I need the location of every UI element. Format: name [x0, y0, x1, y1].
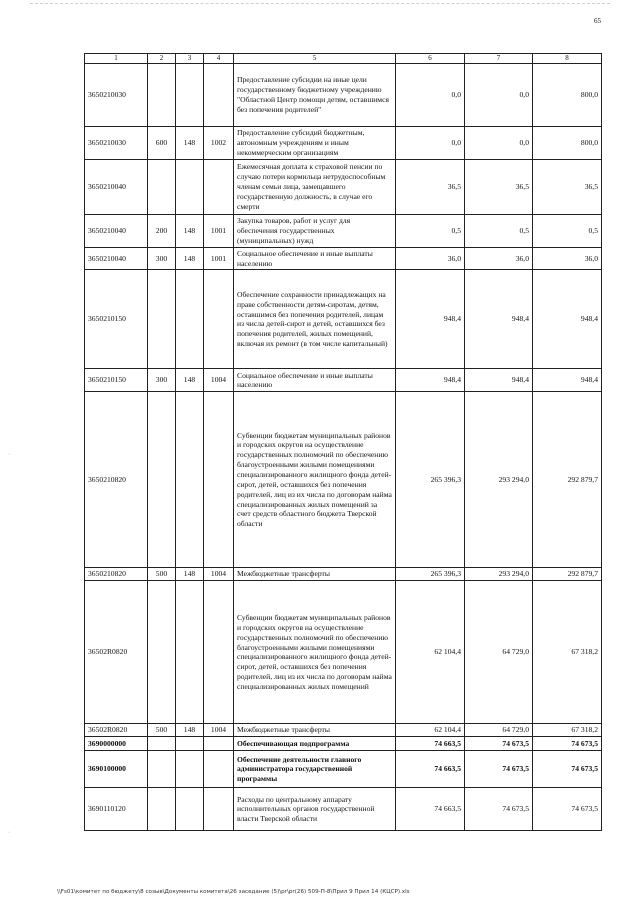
- cell-c3: 148: [176, 568, 204, 581]
- header-col-2: 2: [148, 54, 176, 64]
- cell-c4: [204, 788, 234, 831]
- cell-c2: [148, 788, 176, 831]
- cell-desc: Социальное обеспечение и иные выплаты населению: [234, 247, 396, 270]
- header-col-3: 3: [176, 54, 204, 64]
- cell-v6: 36,0: [396, 247, 465, 270]
- cell-v7: 64 729,0: [465, 724, 533, 737]
- cell-c2: 200: [148, 215, 176, 248]
- cell-c3: 148: [176, 247, 204, 270]
- cell-code: 3650210150: [85, 369, 148, 392]
- cell-c3: [176, 64, 204, 127]
- cell-code: 3650210040: [85, 215, 148, 248]
- cell-c3: [176, 270, 204, 369]
- cell-code: 3650210040: [85, 160, 148, 215]
- cell-desc: Межбюджетные трансферты: [234, 724, 396, 737]
- cell-code: 3690000000: [85, 737, 148, 751]
- cell-v8: 36,5: [533, 160, 602, 215]
- cell-code: 3650210820: [85, 568, 148, 581]
- table-row: [85, 724, 602, 737]
- cell-c2: 600: [148, 127, 176, 160]
- header-col-6: 6: [396, 54, 465, 64]
- cell-c2: [148, 392, 176, 568]
- cell-v8: 948,4: [533, 270, 602, 369]
- cell-v8: 948,4: [533, 369, 602, 392]
- cell-desc: Обеспечение сохранности принадлежащих на праве собственности детям-сиротам, детям, оставшимся без попечения родителей, лицам из числа детей-сирот и детей, оставшихся без попечения родителей, жилых помещений, включая их ремонт (в том числе капитальный): [234, 270, 396, 369]
- cell-c3: 148: [176, 215, 204, 248]
- table-row: [85, 160, 602, 215]
- cell-v6: 74 663,5: [396, 751, 465, 788]
- cell-c2: 300: [148, 369, 176, 392]
- cell-c4: [204, 737, 234, 751]
- cell-desc: Закупка товаров, работ и услуг для обеспечения государственных (муниципальных) нужд: [234, 215, 396, 248]
- cell-code: 3650210820: [85, 392, 148, 568]
- table-row: [85, 788, 602, 831]
- table-row: [85, 751, 602, 788]
- cell-c4: 1004: [204, 568, 234, 581]
- cell-v7: 74 673,5: [465, 788, 533, 831]
- cell-desc: Субвенции бюджетам муниципальных районов и городских округов на осуществление государственных полномочий по обеспечению благоустроенными жилыми помещениями специализированного жилищного фонда детей-сирот, детей, оставшихся без попечения родителей, лиц из их числа по договорам найма специализированных жилых помещений за счет средств областного бюджета Тверской области: [234, 392, 396, 568]
- cell-v6: 265 396,3: [396, 568, 465, 581]
- cell-c3: [176, 751, 204, 788]
- cell-c4: 1004: [204, 369, 234, 392]
- cell-c4: 1002: [204, 127, 234, 160]
- cell-c2: 300: [148, 247, 176, 270]
- cell-c2: [148, 737, 176, 751]
- cell-c4: 1001: [204, 215, 234, 248]
- cell-c4: [204, 270, 234, 369]
- table-row: [85, 127, 602, 160]
- table-row: [85, 270, 602, 369]
- cell-c3: [176, 160, 204, 215]
- cell-c4: 1004: [204, 724, 234, 737]
- page-number: 65: [594, 17, 601, 25]
- cell-v7: 293 294,0: [465, 568, 533, 581]
- cell-v6: 0,0: [396, 127, 465, 160]
- cell-c2: 500: [148, 568, 176, 581]
- cell-c3: [176, 737, 204, 751]
- cell-v7: 36,0: [465, 247, 533, 270]
- cell-c2: [148, 270, 176, 369]
- margin-mark: ·: [8, 830, 10, 836]
- cell-desc: Предоставление субсидии на иные цели государственному бюджетному учреждению "Областной Центр помощи детям, оставшимся без попечения родителей": [234, 64, 396, 127]
- cell-code: 3650210040: [85, 247, 148, 270]
- cell-c3: [176, 581, 204, 724]
- header-col-8: 8: [533, 54, 602, 64]
- cell-v8: 0,5: [533, 215, 602, 248]
- cell-desc: Обеспечивающая подпрограмма: [234, 737, 396, 751]
- cell-c2: [148, 160, 176, 215]
- cell-v6: 0,5: [396, 215, 465, 248]
- cell-v6: 265 396,3: [396, 392, 465, 568]
- cell-desc: Предоставление субсидий бюджетным, автономным учреждениям и иным некоммерческим организациям: [234, 127, 396, 160]
- cell-code: 3650210150: [85, 270, 148, 369]
- top-scan-line: [30, 3, 610, 4]
- cell-desc: Субвенции бюджетам муниципальных районов и городских округов на осуществление государственных полномочий по обеспечению благоустроенными жилыми помещениями специализированного жилищного фонда детей-сирот, детей, оставшихся без попечения родителей, лиц из их числа по договорам найма специализированных жилых помещений: [234, 581, 396, 724]
- cell-desc: Межбюджетные трансферты: [234, 568, 396, 581]
- cell-code: 36502R0820: [85, 724, 148, 737]
- cell-v8: 74 673,5: [533, 788, 602, 831]
- cell-v8: 74 673,5: [533, 737, 602, 751]
- table-row: [85, 247, 602, 270]
- cell-code: 3690110120: [85, 788, 148, 831]
- cell-v7: 36,5: [465, 160, 533, 215]
- cell-v6: 74 663,5: [396, 788, 465, 831]
- cell-v6: 948,4: [396, 270, 465, 369]
- cell-code: 36502R0820: [85, 581, 148, 724]
- cell-v8: 292 879,7: [533, 392, 602, 568]
- cell-code: 3690100000: [85, 751, 148, 788]
- header-col-7: 7: [465, 54, 533, 64]
- cell-c3: 148: [176, 724, 204, 737]
- table-row: [85, 581, 602, 724]
- cell-v8: 74 673,5: [533, 751, 602, 788]
- cell-v8: 67 318,2: [533, 581, 602, 724]
- cell-v7: 74 673,5: [465, 751, 533, 788]
- header-col-5: 5: [234, 54, 396, 64]
- cell-v8: 800,0: [533, 127, 602, 160]
- cell-code: 3650210030: [85, 127, 148, 160]
- cell-c2: [148, 64, 176, 127]
- cell-v6: 74 663,5: [396, 737, 465, 751]
- cell-v8: 800,0: [533, 64, 602, 127]
- cell-desc: Социальное обеспечение и иные выплаты населению: [234, 369, 396, 392]
- cell-v7: 948,4: [465, 369, 533, 392]
- footer-file-path: \\Fs01\комитет по бюджету\8 созыв\Документы комитета\26 заседание (5)\pr\pr(26) 509-П-8\Прил 9 Прил 14 (КЦСР).xls: [57, 889, 410, 895]
- cell-c2: [148, 581, 176, 724]
- margin-mark: ·: [8, 452, 10, 458]
- cell-code: 3650210030: [85, 64, 148, 127]
- cell-c3: 148: [176, 127, 204, 160]
- cell-v6: 62 104,4: [396, 581, 465, 724]
- cell-v6: 36,5: [396, 160, 465, 215]
- cell-v6: 62 104,4: [396, 724, 465, 737]
- cell-v6: 948,4: [396, 369, 465, 392]
- cell-v8: 292 879,7: [533, 568, 602, 581]
- cell-v7: 0,5: [465, 215, 533, 248]
- table-row: [85, 392, 602, 568]
- header-col-1: 1: [85, 54, 148, 64]
- table-row: [85, 215, 602, 248]
- cell-c2: [148, 751, 176, 788]
- table-row: [85, 568, 602, 581]
- cell-v8: 67 318,2: [533, 724, 602, 737]
- cell-desc: Ежемесячная доплата к страховой пенсии по случаю потери кормильца нетрудоспособным членам семьи лица, замещавшего государственную должность, в случае его смерти: [234, 160, 396, 215]
- table-header-row: [85, 54, 602, 64]
- cell-v8: 36,0: [533, 247, 602, 270]
- budget-table: [84, 53, 602, 831]
- cell-v6: 0,0: [396, 64, 465, 127]
- cell-c4: [204, 64, 234, 127]
- cell-c4: 1001: [204, 247, 234, 270]
- cell-desc: Обеспечение деятельности главного администратора государственной программы: [234, 751, 396, 788]
- cell-c3: 148: [176, 369, 204, 392]
- cell-c4: [204, 392, 234, 568]
- cell-c2: 500: [148, 724, 176, 737]
- cell-v7: 0,0: [465, 127, 533, 160]
- cell-v7: 293 294,0: [465, 392, 533, 568]
- cell-v7: 74 673,5: [465, 737, 533, 751]
- table-row: [85, 737, 602, 751]
- table-row: [85, 64, 602, 127]
- cell-c4: [204, 751, 234, 788]
- cell-v7: 948,4: [465, 270, 533, 369]
- cell-c4: [204, 160, 234, 215]
- cell-c3: [176, 392, 204, 568]
- cell-v7: 0,0: [465, 64, 533, 127]
- header-col-4: 4: [204, 54, 234, 64]
- table-body: [85, 64, 602, 831]
- cell-c3: [176, 788, 204, 831]
- cell-desc: Расходы по центральному аппарату исполнительных органов государственной власти Тверской области: [234, 788, 396, 831]
- cell-v7: 64 729,0: [465, 581, 533, 724]
- table-row: [85, 369, 602, 392]
- cell-c4: [204, 581, 234, 724]
